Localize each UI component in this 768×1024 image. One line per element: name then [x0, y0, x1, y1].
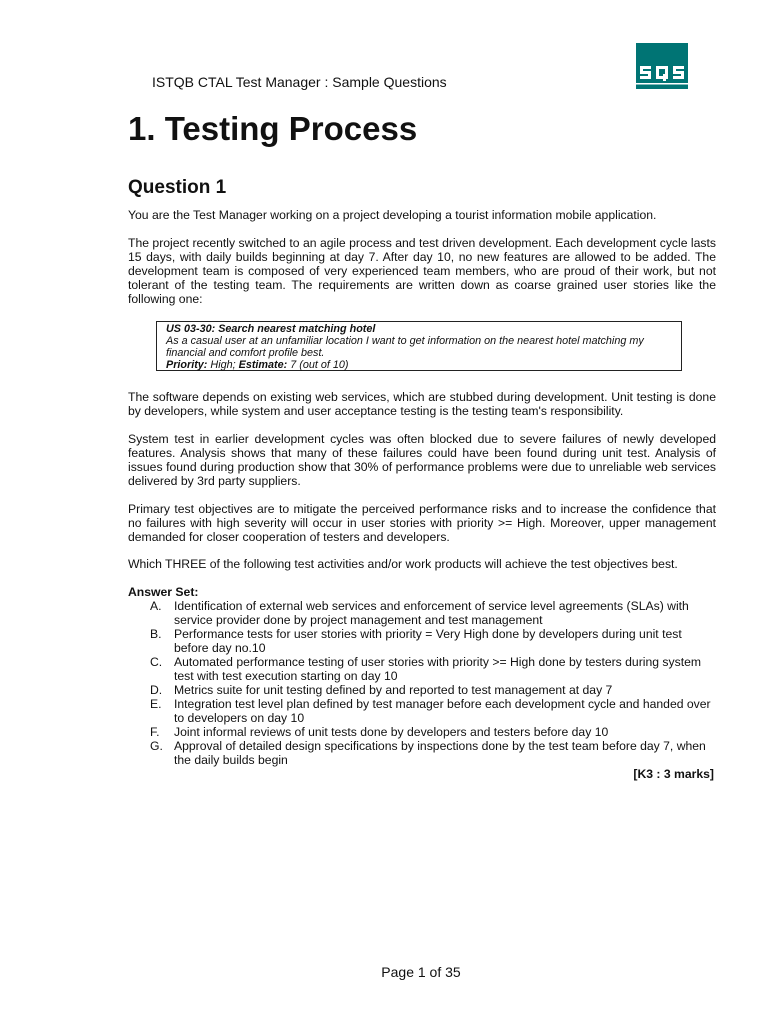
answer-text: Identification of external web services and enforcement of service level agreements (SLAs) with service provider done by project management and test management	[174, 599, 689, 627]
answer-letter: G.	[150, 739, 163, 753]
answer-letter: F.	[150, 725, 160, 739]
question-paragraph-2: The project recently switched to an agile process and test driven development. Each development cycle lasts 15 days, with daily builds beginning at day 7. After day 10, no new features are allowed to be added. The development team is composed of very experienced team members, who are proud of their work, but not tolerant of the testing team. The requirements are written down as coarse grained user stories like the following one:	[128, 236, 716, 306]
answer-text: Approval of detailed design specifications by inspections done by the test team before day 7, when the daily builds begin	[174, 739, 706, 767]
user-story-id: US 03-30: Search nearest matching hotel	[166, 323, 376, 335]
answer-option-g	[150, 739, 716, 767]
answer-text: Performance tests for user stories with priority = Very High done by developers during unit test before day no.10	[174, 627, 682, 655]
chapter-title: 1. Testing Process	[128, 110, 418, 147]
answer-letter: D.	[150, 683, 163, 697]
answer-list	[150, 599, 716, 767]
sqs-logo-mark	[636, 43, 688, 89]
user-story-box	[156, 321, 682, 371]
answer-text: Integration test level plan defined by test manager before each development cycle and handed over to developers on day 10	[174, 697, 711, 725]
answer-letter: C.	[150, 655, 163, 669]
question-paragraph-6: Which THREE of the following test activities and/or work products will achieve the test objectives best.	[128, 557, 678, 571]
answer-text: Joint informal reviews of unit tests done by developers and testers before day 10	[174, 725, 609, 739]
priority-label: Priority:	[166, 359, 208, 371]
estimate-value: 7 (out of 10)	[287, 359, 349, 371]
page-number: Page 1 of 35	[381, 964, 461, 980]
question-paragraph-5: Primary test objectives are to mitigate the perceived performance risks and to increase the confidence that no failures with high severity will occur in user stories with priority >= High. Moreover, upper management demanded for closer cooperation of testers and developers.	[128, 502, 716, 544]
answer-option-f	[150, 725, 716, 739]
answer-letter: E.	[150, 697, 162, 711]
document-header-title: ISTQB CTAL Test Manager : Sample Questions	[152, 74, 447, 90]
priority-value: High;	[207, 359, 239, 371]
question-marks: [K3 : 3 marks]	[633, 767, 714, 781]
answer-letter: A.	[150, 599, 162, 613]
answer-set-label: Answer Set:	[128, 585, 199, 599]
answer-text: Automated performance testing of user stories with priority >= High done by testers during system test with test execution starting on day 10	[174, 655, 702, 683]
answer-option-b	[150, 627, 716, 655]
user-story-description: As a casual user at an unfamiliar location I want to get information on the nearest hotel matching my financial and comfort profile best.	[166, 335, 644, 359]
question-paragraph-3: The software depends on existing web services, which are stubbed during development. Unit testing is done by developers, while system and user acceptance testing is the testing team's responsibility.	[128, 390, 716, 418]
answer-option-c	[150, 655, 716, 683]
question-paragraph-4: System test in earlier development cycles was often blocked due to severe failures of newly developed features. Analysis shows that many of these failures could have been found during unit test. Analysis of issues found during production show that 30% of performance problems were due to unreliable web services delivered by 3rd party suppliers.	[128, 432, 716, 488]
answer-option-e	[150, 697, 716, 725]
estimate-label: Estimate:	[238, 359, 288, 371]
user-story-meta	[166, 359, 681, 371]
sqs-logo	[636, 43, 688, 89]
answer-option-d	[150, 683, 716, 697]
answer-text: Metrics suite for unit testing defined by and reported to test management at day 7	[174, 683, 613, 697]
answer-letter: B.	[150, 627, 162, 641]
question-paragraph-1: You are the Test Manager working on a project developing a tourist information mobile application.	[128, 208, 657, 222]
question-title: Question 1	[128, 177, 227, 198]
answer-option-a	[150, 599, 716, 627]
